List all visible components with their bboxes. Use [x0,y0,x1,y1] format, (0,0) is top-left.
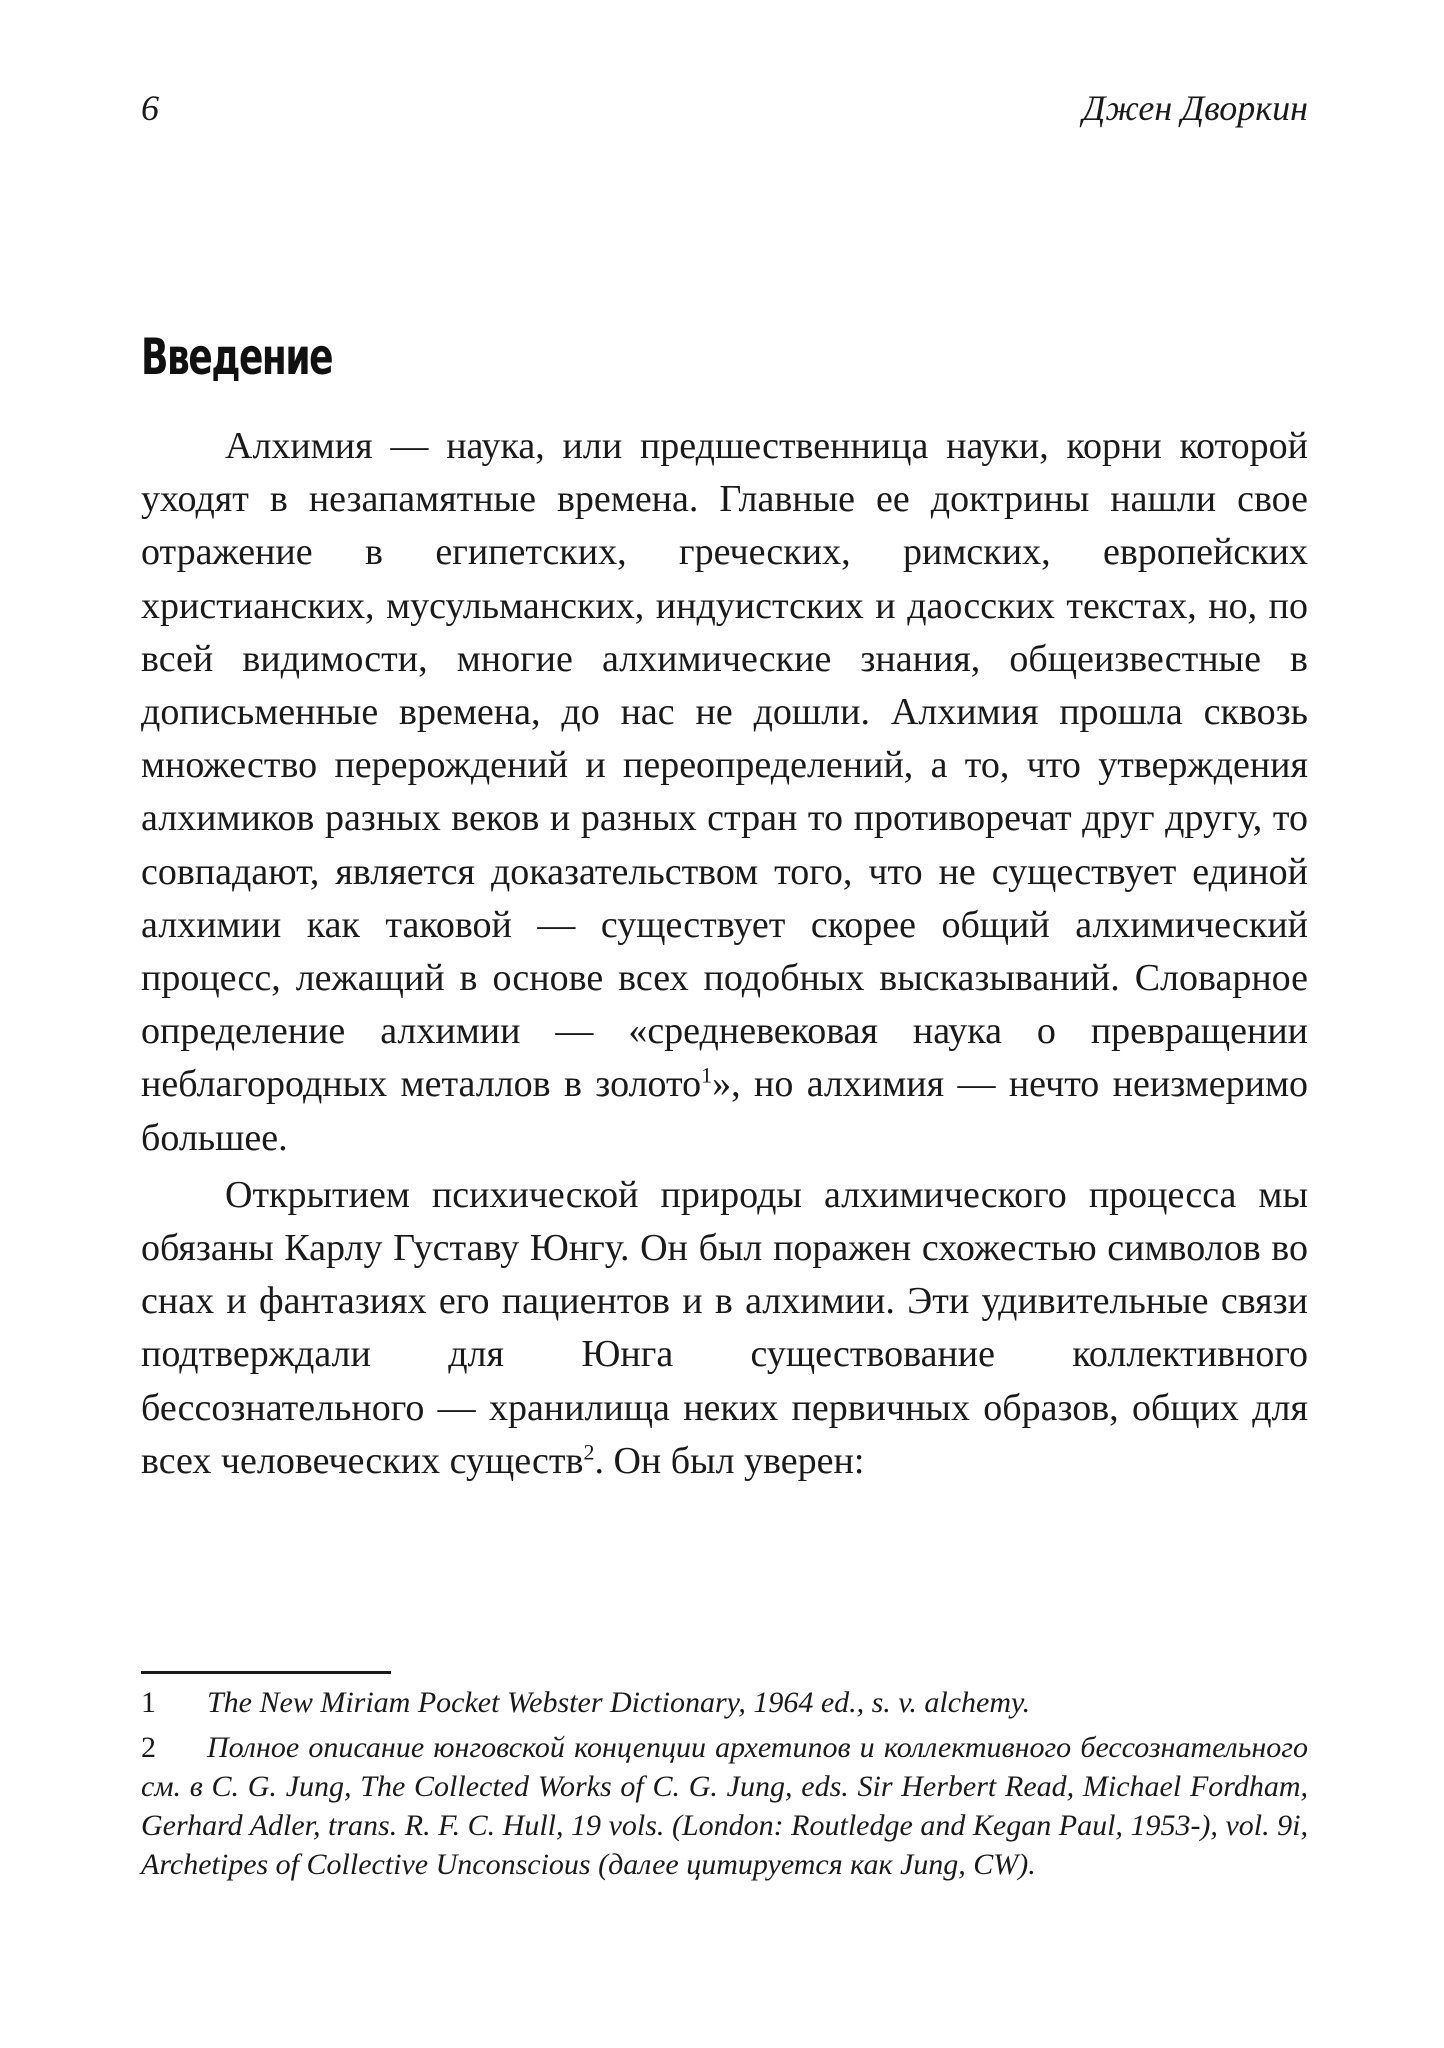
page-number: 6 [141,88,159,128]
footnote-number: 1 [141,1686,156,1719]
chapter-title: Введение [141,328,333,386]
paragraph [141,1169,1308,1488]
footnote-divider [141,1671,391,1674]
footnotes [141,1683,1308,1890]
footnote-ref: 1 [701,1062,713,1088]
paragraph [141,420,1308,1165]
footnote-text: The New Miriam Pocket Webster Dictionary, 1964 ed., s. v. alchemy. [207,1686,1031,1719]
footnote [141,1683,1308,1722]
footnote-number: 2 [141,1731,156,1764]
footnote-ref: 2 [583,1439,595,1465]
paragraph-text: . Он был уверен: [594,1439,865,1482]
paragraph-text: Алхимия — наука, или предшественница науки, корни которой уходят в незапамятные времена. Главные ее доктрины нашли свое отражение в египетских, греческих, римских, европейских христианских, мусульманских, индуистских и даосских текстах, но, по всей видимости, многие алхимические знания, общеизвестные в дописьменные времена, до нас не дошли. Алхимия прошла сквозь множество перерождений и переопределений, а то, что утверждения алхимиков разных веков и разных стран то противоречат друг другу, то совпадают, является доказательством того, что не существует единой алхимии как таковой — существует скорее общий алхимический процесс, лежащий в основе всех подобных высказываний. Словарное определение алхимии — «средневековая наука о превращении неблагородных металлов в золото [141,425,1308,1106]
paragraph-text: Открытием психической природы алхимического процесса мы обязаны Карлу Густаву Юнгу. Он был поражен схожестью символов во снах и фантазиях его пациентов и в алхимии. Эти удивительные связи подтверждали для Юнга существование коллективного бессознательного — хранилища неких первичных образов, общих для всех человеческих существ [141,1173,1308,1482]
paragraph-text: », но алхимия — нечто неизмеримо большее. [141,1063,1308,1159]
running-header-author: Джен Дворкин [1082,88,1308,128]
footnote-text: Полное описание юнговской концепции архетипов и коллективного бессознательного см. в C. G. Jung, The Collected Works of C. G. Jung, eds. Sir Herbert Read, Michael Fordham, Gerhard Adler, trans. R. F. C. Hull, 19 vols. (London: Routledge and Kegan Paul, 1953-), vol. 9i, Archetipes of Collective Unconscious (далее цитируется как Jung, CW). [141,1731,1308,1881]
body-text [141,420,1308,1488]
footnote [141,1728,1308,1884]
